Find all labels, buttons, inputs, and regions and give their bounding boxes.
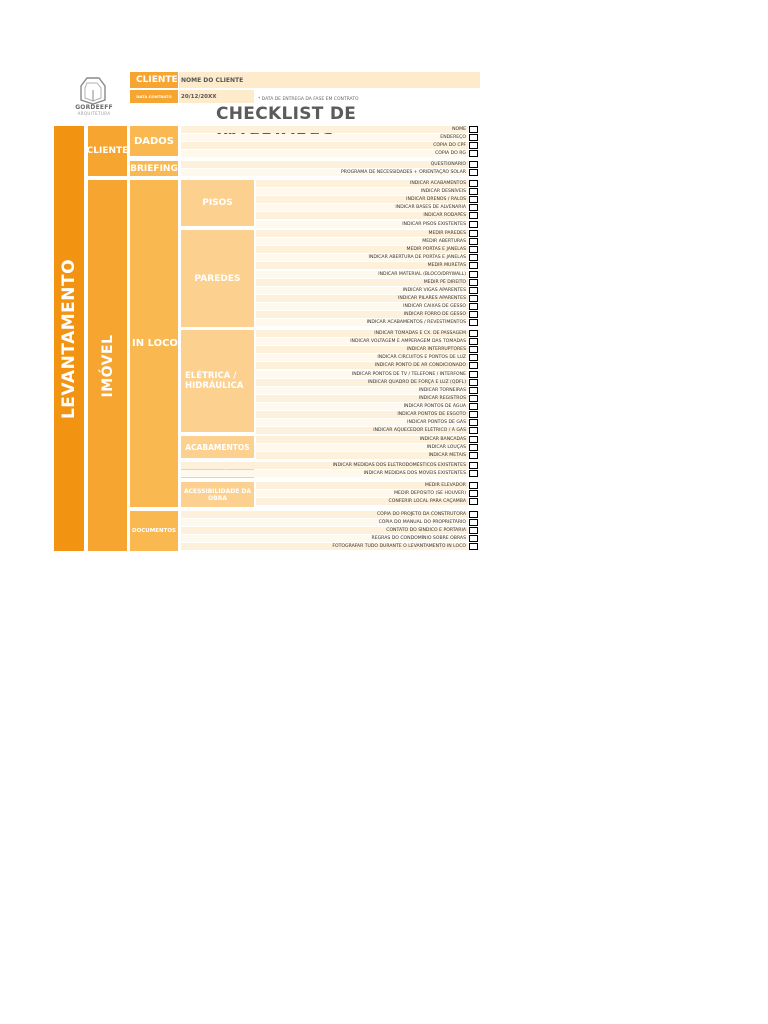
checklist-item: MEDIR PÉ DIREITO xyxy=(256,279,468,286)
checkbox[interactable] xyxy=(469,362,478,369)
logo-subtitle: ARQUITETURA xyxy=(77,111,111,116)
checkbox[interactable] xyxy=(469,230,478,237)
checkbox[interactable] xyxy=(469,295,478,302)
dados-section: DADOS xyxy=(130,126,178,156)
checklist-item: INDICAR DRENOS / RALOS xyxy=(256,196,468,203)
checklist-item: CONTATO DO SÍNDICO E PORTARIA xyxy=(181,527,468,534)
checklist-item: INDICAR LOUÇAS xyxy=(256,444,468,451)
imovel-label: IMÓVEL xyxy=(99,334,116,397)
checkbox[interactable] xyxy=(469,126,478,133)
checkbox[interactable] xyxy=(469,346,478,353)
checklist-item: INDICAR PILARES APARENTES xyxy=(256,295,468,302)
checklist-item: INDICAR ACABAMENTOS / REVESTIMENTOS xyxy=(256,319,468,326)
checkbox[interactable] xyxy=(469,169,478,176)
data-contrato-field[interactable]: 20/12/20XX xyxy=(179,90,254,103)
checkbox[interactable] xyxy=(469,444,478,451)
data-contrato-label: DATA CONTRATO xyxy=(130,90,178,103)
checkbox[interactable] xyxy=(469,519,478,526)
checklist-item: INDICAR VIGAS APARENTES xyxy=(256,287,468,294)
eletrica-hidraulica-section: ELÉTRICA / HIDRÁULICA xyxy=(181,330,254,432)
checkbox[interactable] xyxy=(469,403,478,410)
checkbox[interactable] xyxy=(469,180,478,187)
checklist-item: MEDIR PAREDES xyxy=(256,230,468,237)
checkbox[interactable] xyxy=(469,319,478,326)
checkbox[interactable] xyxy=(469,271,478,278)
checkbox[interactable] xyxy=(469,142,478,149)
checklist-item: MEDIR DEPÓSITO (SE HOUVER) xyxy=(256,490,468,497)
checklist-item: INDICAR PONTOS DE TV / TELEFONE / INTERFONE xyxy=(256,371,468,378)
checklist-item: INDICAR BANCADAS xyxy=(256,436,468,443)
cliente-section: CLIENTE xyxy=(88,126,127,176)
checkbox[interactable] xyxy=(469,395,478,402)
checklist-item: INDICAR INTERRUPTORES xyxy=(256,346,468,353)
checklist-item: INDICAR DESNÍVEIS xyxy=(256,188,468,195)
page-title: CHECKLIST DE xyxy=(216,104,357,124)
checklist-item: MEDIR ABERTURAS xyxy=(256,238,468,245)
levantamento-section xyxy=(54,126,84,551)
checklist-item: INDICAR FORRO DE GESSO xyxy=(256,311,468,318)
checklist-item: INDICAR MEDIDAS DOS ELETRODOMÉSTICOS EXISTENTES xyxy=(181,462,468,469)
checkbox[interactable] xyxy=(469,498,478,505)
checkbox[interactable] xyxy=(469,246,478,253)
checklist-item: INDICAR METAIS xyxy=(256,452,468,459)
imovel-section xyxy=(88,180,127,551)
acabamentos-section: ACABAMENTOS xyxy=(181,436,254,458)
checklist-item: PROGRAMA DE NECESSIDADES + ORIENTAÇÃO SOLAR xyxy=(181,169,468,176)
briefing-section: BRIEFING xyxy=(130,161,178,176)
checklist-item: QUESTIONÁRIO xyxy=(181,161,468,168)
documentos-section: DOCUMENTOS xyxy=(130,511,178,551)
checkbox[interactable] xyxy=(469,387,478,394)
checklist-item: INDICAR MATERIAL (BLOCO/DRYWALL) xyxy=(256,271,468,278)
checkbox[interactable] xyxy=(469,482,478,489)
checkbox[interactable] xyxy=(469,134,478,141)
checkbox[interactable] xyxy=(469,221,478,228)
checklist-item: CÓPIA DO RG xyxy=(181,150,468,157)
checkbox[interactable] xyxy=(469,411,478,418)
checklist-item: NOME xyxy=(181,126,468,133)
checkbox[interactable] xyxy=(469,161,478,168)
checkbox[interactable] xyxy=(469,311,478,318)
cliente-header-label: CLIENTE xyxy=(130,72,178,88)
checklist-item: MEDIR PORTAS E JANELAS xyxy=(256,246,468,253)
cliente-name-field[interactable]: NOME DO CLIENTE xyxy=(179,72,480,88)
checkbox[interactable] xyxy=(469,262,478,269)
checklist-item: INDICAR REGISTROS xyxy=(256,395,468,402)
checkbox[interactable] xyxy=(469,379,478,386)
checkbox[interactable] xyxy=(469,543,478,550)
checkbox[interactable] xyxy=(469,287,478,294)
checkbox[interactable] xyxy=(469,371,478,378)
checkbox[interactable] xyxy=(469,212,478,219)
checkbox[interactable] xyxy=(469,490,478,497)
checkbox[interactable] xyxy=(469,436,478,443)
checklist-item: INDICAR VOLTAGEM E AMPERAGEM DAS TOMADAS xyxy=(256,338,468,345)
checkbox[interactable] xyxy=(469,535,478,542)
checklist-item: INDICAR RODAPÉS xyxy=(256,212,468,219)
levantamento-label: LEVANTAMENTO xyxy=(59,258,79,419)
checklist-item: INDICAR PONTOS DE GÁS xyxy=(256,419,468,426)
checklist-item: INDICAR BASES DE ALVENARIA xyxy=(256,204,468,211)
logo-mark-icon xyxy=(72,76,116,106)
checklist-item: MEDIR MURETAS xyxy=(256,262,468,269)
checklist-item: INDICAR PONTOS DE ESGOTO xyxy=(256,411,468,418)
checkbox[interactable] xyxy=(469,419,478,426)
pisos-section: PISOS xyxy=(181,180,254,226)
checklist-item: CÓPIA DO CPF xyxy=(181,142,468,149)
checklist-item: INDICAR PISOS EXISTENTES xyxy=(256,221,468,228)
checkbox[interactable] xyxy=(469,330,478,337)
checklist-item: INDICAR TOMADAS E CX. DE PASSAGEM xyxy=(256,330,468,337)
checklist-item: CÓPIA DO PROJETO DA CONSTRUTORA xyxy=(181,511,468,518)
checklist-item: REGRAS DO CONDOMÍNIO SOBRE OBRAS xyxy=(181,535,468,542)
checklist-item: ENDEREÇO xyxy=(181,134,468,141)
checkbox[interactable] xyxy=(469,462,478,469)
date-note: * DATA DE ENTREGA DA FASE EM CONTRATO xyxy=(258,97,359,102)
logo-name: GORDEEFF xyxy=(75,104,113,111)
paredes-section: PAREDES xyxy=(181,230,254,327)
checklist-item: FOTOGRAFAR TUDO DURANTE O LEVANTAMENTO IN LOCO xyxy=(181,543,468,550)
checkbox[interactable] xyxy=(469,303,478,310)
checkbox[interactable] xyxy=(469,427,478,434)
in-loco-section: IN LOCO xyxy=(130,180,178,507)
checkbox[interactable] xyxy=(469,150,478,157)
acessibilidade-obra-section: ACESSIBILIDADE DA OBRA xyxy=(181,482,254,507)
checklist-item: INDICAR PONTOS DE ÁGUA xyxy=(256,403,468,410)
checkbox[interactable] xyxy=(469,196,478,203)
checklist-item: CONFERIR LOCAL PARA CAÇAMBA xyxy=(256,498,468,505)
checklist-item: INDICAR ACABAMENTOS xyxy=(256,180,468,187)
checklist-item: CÓPIA DO MANUAL DO PROPRIETÁRIO xyxy=(181,519,468,526)
checkbox[interactable] xyxy=(469,511,478,518)
checkbox[interactable] xyxy=(469,188,478,195)
checkbox[interactable] xyxy=(469,470,478,477)
checklist-item: MEDIR ELEVADOR xyxy=(256,482,468,489)
checkbox[interactable] xyxy=(469,338,478,345)
checklist-item: INDICAR PONTO DE AR CONDICIONADO xyxy=(256,362,468,369)
checklist-item: INDICAR QUADRO DE FORÇA E LUZ (QDFL) xyxy=(256,379,468,386)
checkbox[interactable] xyxy=(469,238,478,245)
checkbox[interactable] xyxy=(469,527,478,534)
checkbox[interactable] xyxy=(469,254,478,261)
checklist-item: INDICAR CIRCUITOS E PONTOS DE LUZ xyxy=(256,354,468,361)
checklist-item: INDICAR MEDIDAS DOS MÓVEIS EXISTENTES xyxy=(181,470,468,477)
checklist-item: INDICAR TORNEIRAS xyxy=(256,387,468,394)
checkbox[interactable] xyxy=(469,204,478,211)
checkbox[interactable] xyxy=(469,279,478,286)
checkbox[interactable] xyxy=(469,354,478,361)
checklist-item: INDICAR ABERTURA DE PORTAS E JANELAS xyxy=(256,254,468,261)
checklist-item: INDICAR AQUECEDOR ELÉTRICO / À GÁS xyxy=(256,427,468,434)
checklist-item: INDICAR CAIXAS DE GESSO xyxy=(256,303,468,310)
checkbox[interactable] xyxy=(469,452,478,459)
